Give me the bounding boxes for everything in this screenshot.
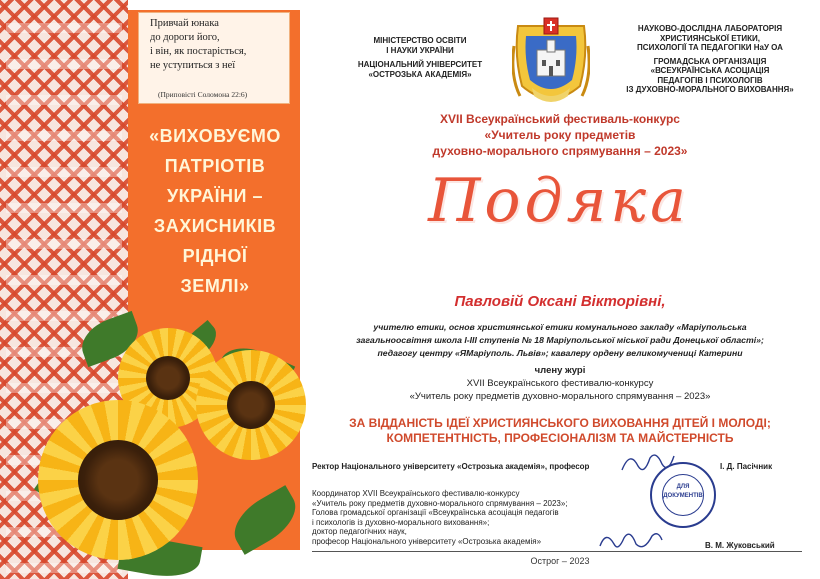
header-left-line: НАЦІОНАЛЬНИЙ УНІВЕРСИТЕТ bbox=[357, 60, 483, 69]
stamp-text: ДОКУМЕНТІВ bbox=[663, 493, 703, 499]
quote-line: не уступиться з неї bbox=[150, 60, 236, 71]
jury-role: члену журі bbox=[534, 365, 586, 376]
place-date: Острог – 2023 bbox=[530, 556, 590, 566]
recipient-name: Павловій Оксані Вікторівні, bbox=[454, 293, 666, 310]
quote-line: Привчай юнака bbox=[150, 18, 219, 29]
footer-divider bbox=[312, 551, 802, 552]
coordinator-block bbox=[312, 489, 568, 546]
header-right-line: ХРИСТИЯНСЬКОЇ ЕТИКИ, bbox=[659, 33, 761, 43]
header-left bbox=[340, 36, 500, 79]
header-left-line: І НАУКИ УКРАЇНИ bbox=[386, 45, 454, 55]
coordinator-line: «Учитель року предметів духовно-морального спрямування – 2023»; bbox=[312, 498, 568, 508]
motto-line: «ВИХОВУЄМО bbox=[149, 126, 281, 146]
coordinator-signature-icon bbox=[596, 526, 666, 554]
festival-line: «Учитель року предметів bbox=[484, 128, 636, 142]
coordinator-line: професор Національного університету «Острозька академія» bbox=[312, 536, 542, 546]
header-right-line: ІЗ ДУХОВНО-МОРАЛЬНОГО ВИХОВАННЯ» bbox=[626, 85, 794, 94]
coordinator-line: і психологів із духовно-морального виховання»; bbox=[312, 517, 490, 527]
header-right-line: «ВСЕУКРАЇНСЬКА АСОЦІАЦІЯ bbox=[650, 66, 770, 75]
festival-line: XVII Всеукраїнський фестиваль-конкурс bbox=[440, 112, 680, 126]
stamp-text: ДЛЯ bbox=[676, 484, 690, 490]
description-line: загальноосвітня школа І-ІІІ ступенів № 18 Маріупольської міської ради Донецької області»; bbox=[356, 335, 764, 345]
merit-line: КОМПЕТЕНТНІСТЬ, ПРОФЕСІОНАЛІЗМ ТА МАЙСТЕРНІСТЬ bbox=[386, 431, 734, 445]
coordinator-line: Голова громадської організації «Всеукраїнська асоціація педагогів bbox=[312, 508, 559, 517]
quote-line: і він, як постарістьcя, bbox=[150, 46, 247, 57]
header-right-line: ГРОМАДСЬКА ОРГАНІЗАЦІЯ bbox=[653, 56, 767, 66]
header-right-line: НАУКОВО-ДОСЛІДНА ЛАБОРАТОРІЯ bbox=[637, 24, 783, 33]
quote-line: до дороги його, bbox=[150, 32, 220, 43]
festival-line: духовно-морального спрямування – 2023» bbox=[432, 144, 688, 158]
motto-line: ЗАХИСНИКІВ bbox=[153, 216, 277, 236]
description-line: учителю етики, основ християнської етики комунального закладу «Маріупольська bbox=[373, 322, 747, 332]
coordinator-name: В. М. Жуковський bbox=[705, 541, 775, 550]
header-right-line: ПСИХОЛОГІЇ ТА ПЕДАГОГІКИ НаУ ОА bbox=[637, 43, 783, 52]
header-left-line: МІНІСТЕРСТВО ОСВІТИ bbox=[373, 36, 467, 45]
coordinator-line: доктор педагогічних наук, bbox=[312, 527, 407, 536]
motto-line: УКРАЇНИ – bbox=[166, 186, 264, 206]
motto-line: РІДНОЇ bbox=[182, 246, 248, 266]
description-line: педагогу центру «ЯМаріуполь. Львів»; кавалеру ордену великомучениці Катерини bbox=[377, 348, 743, 358]
university-crest-icon bbox=[512, 16, 590, 108]
motto-line: ЗЕМЛІ» bbox=[180, 276, 250, 296]
rector-title: Ректор Національного університету «Острозька академія», професор bbox=[312, 462, 590, 471]
header-left-line: «ОСТРОЗЬКА АКАДЕМІЯ» bbox=[368, 69, 472, 79]
rector-name: І. Д. Пасічник bbox=[720, 462, 773, 471]
header-right-line: ПЕДАГОГІВ І ПСИХОЛОГІВ bbox=[657, 75, 763, 85]
jury-line: XVII Всеукраїнського фестивалю-конкурсу bbox=[466, 378, 654, 389]
header-right bbox=[612, 24, 808, 95]
merit-line: ЗА ВІДДАНІСТЬ ІДЕЇ ХРИСТИЯНСЬКОГО ВИХОВАННЯ ДІТЕЙ І МОЛОДІ; bbox=[349, 416, 771, 430]
certificate-title: Подяка bbox=[428, 166, 690, 236]
quote-source: (Приповісті Соломона 22:6) bbox=[158, 90, 248, 99]
motto-line: ПАТРІОТІВ bbox=[164, 156, 266, 176]
jury-line: «Учитель року предметів духовно-морального спрямування – 2023» bbox=[409, 391, 711, 402]
coordinator-line: Координатор XVII Всеукраїнського фестивалю-конкурсу bbox=[312, 489, 520, 498]
